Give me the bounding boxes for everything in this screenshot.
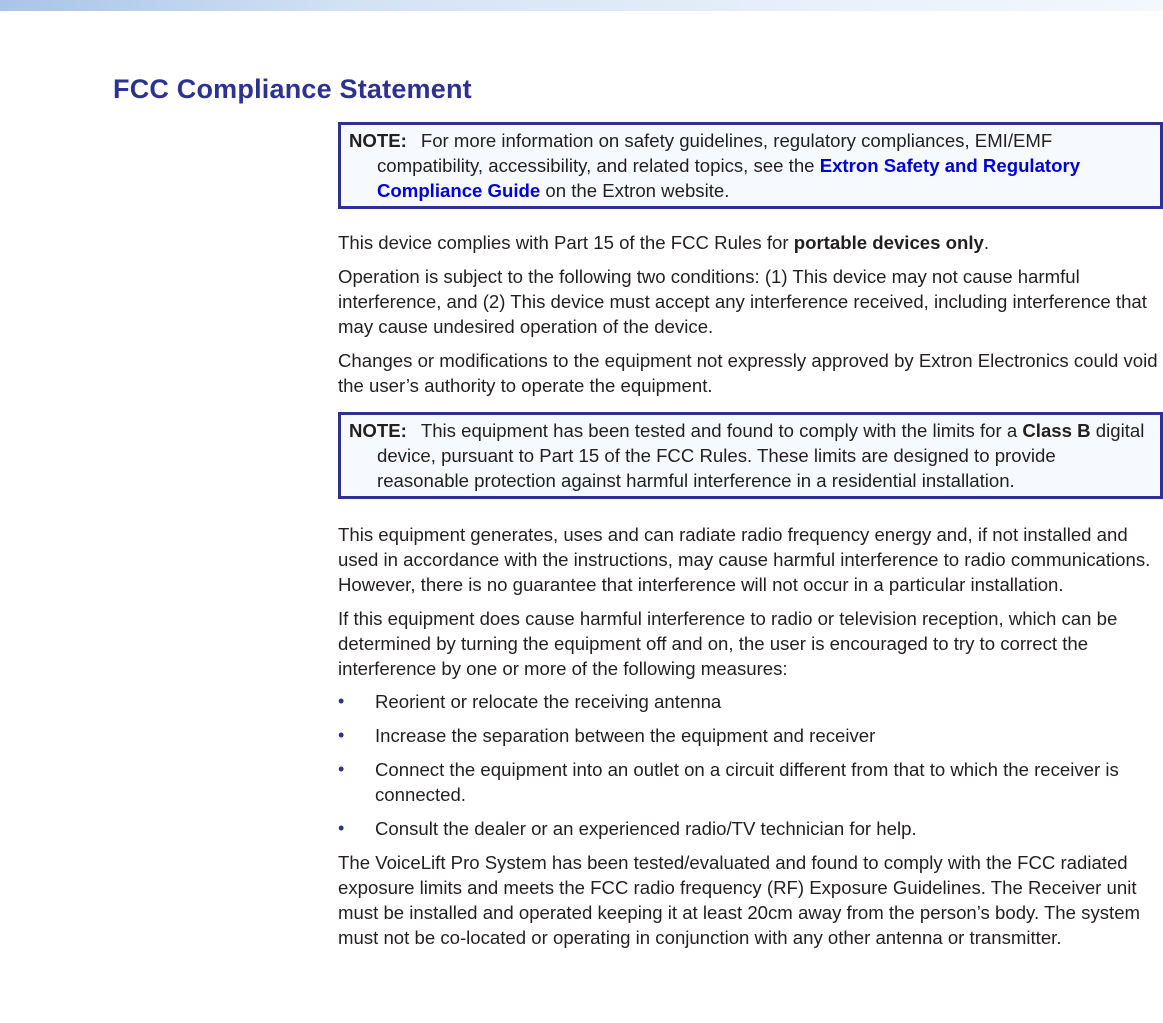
class-b-emphasis: Class B [1022,420,1091,441]
safety-guide-link[interactable]: Extron Safety and Regulatory Compliance Guide [377,155,1081,201]
list-item: • Reorient or relocate the receiving antenna [338,691,722,712]
note-label: NOTE: [349,130,407,151]
measures-list [338,689,1163,841]
note-text: This equipment has been tested and found to comply with the limits for a [420,420,1023,441]
note-box-safety [338,122,1163,209]
paragraph-rf-exposure: The VoiceLift Pro System has been tested/evaluated and found to comply with the FCC radiated exposure limits and meets the FCC radio frequency (RF) Exposure Guidelines. The Receiver unit must be installed and operated keeping it at least 20cm away from the person’s body. The system must not be co-located or operating in conjunction with any other antenna or transmitter. [338,852,1141,948]
bullet-icon: • [338,725,345,745]
paragraph-part15: This device complies with Part 15 of the FCC Rules for portable devices only. [338,232,990,253]
note-text: For more information on safety guidelines, regulatory compliances, EMI/EMF compatibility, accessibility, and related topics, see the [377,130,1053,176]
portable-devices-emphasis: portable devices only [793,232,984,253]
list-item: • Increase the separation between the equipment and receiver [338,725,876,746]
note-text-end: on the Extron website. [540,180,730,201]
note-label: NOTE: [349,420,407,441]
note-box-class-b [338,412,1163,499]
paragraph-conditions: Operation is subject to the following two conditions: (1) This device may not cause harmful interference, and (2) This device must accept any interference received, including interference that may cause undesired operation of the device. [338,266,1147,337]
bullet-icon: • [338,759,345,779]
note-text-end: digital device, pursuant to Part 15 of the FCC Rules. These limits are designed to provide reasonable protection against harmful interference in a residential installation. [377,420,1145,491]
paragraph-interference-measures: If this equipment does cause harmful interference to radio or television reception, which can be determined by turning the equipment off and on, the user is encouraged to try to correct the interference by one or more of the following measures: [338,608,1118,679]
page-title: FCC Compliance Statement [113,74,472,104]
document-body [338,122,1163,950]
paragraph-modifications: Changes or modifications to the equipment not expressly approved by Extron Electronics could void the user’s authority to operate the equipment. [338,350,1158,396]
list-item: • Consult the dealer or an experienced radio/TV technician for help. [338,818,917,839]
paragraph-radio-energy: This equipment generates, uses and can radiate radio frequency energy and, if not installed and used in accordance with the instructions, may cause harmful interference to radio communications. However, there is no guarantee that interference will not occur in a particular installation. [338,524,1151,595]
header-gradient-bar [0,0,1163,11]
list-item: • Connect the equipment into an outlet on a circuit different from that to which the receiver is connected. [338,759,1119,805]
bullet-icon: • [338,818,345,838]
bullet-icon: • [338,691,345,711]
